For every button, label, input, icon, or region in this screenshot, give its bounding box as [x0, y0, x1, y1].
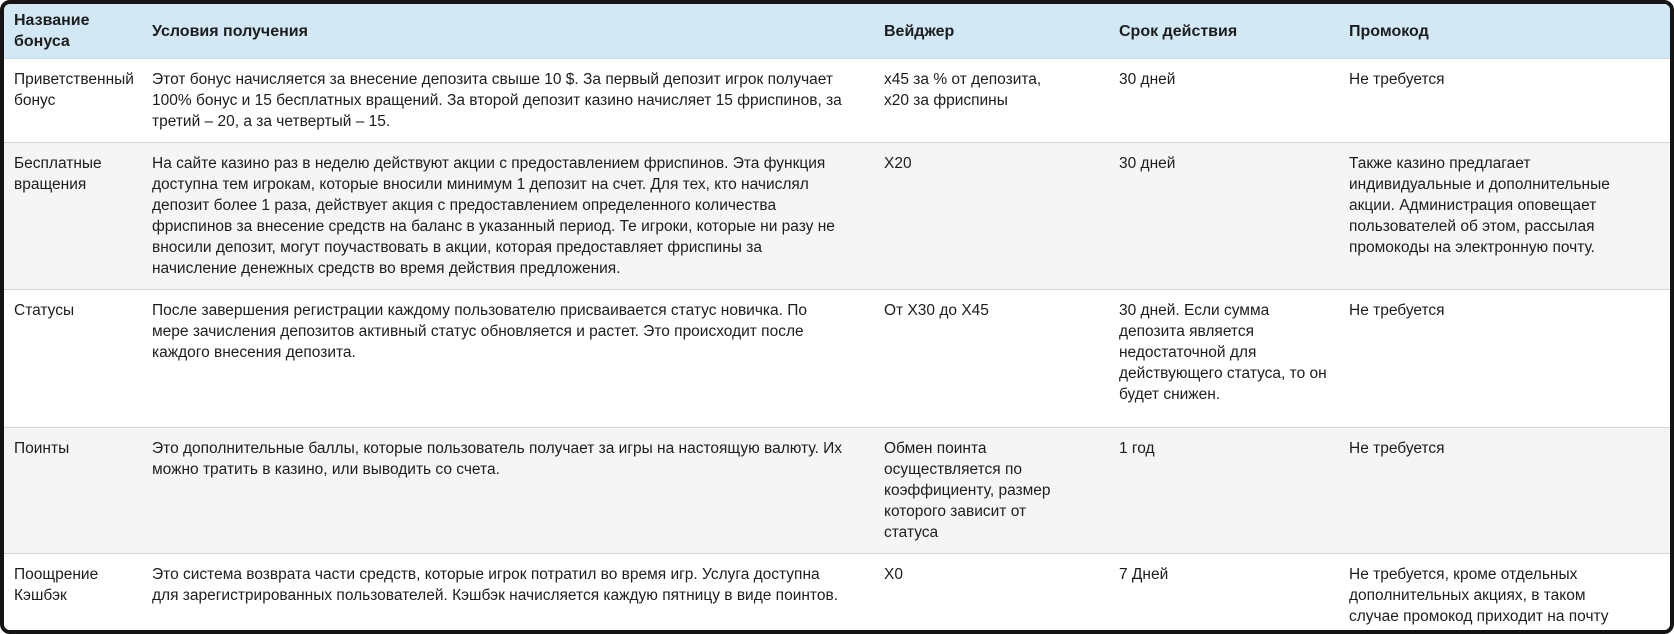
- cell-promocode: [1339, 554, 1670, 634]
- conditions-text: Это дополнительные баллы, которые пользователь получает за игры на настоящую валюту. Их можно тратить в казино, или выводить со счета.: [152, 440, 842, 478]
- table-header-row: [4, 4, 1670, 59]
- cell-promocode: [1339, 143, 1670, 290]
- bonus-name-text: Статусы: [14, 302, 75, 319]
- validity-text: 7 Дней: [1119, 566, 1169, 583]
- column-header-wager: Вейджер: [874, 4, 1109, 59]
- wager-text: От X30 до X45: [884, 302, 989, 319]
- table-row-cashback: [4, 554, 1670, 634]
- table-row-welcome-bonus: [4, 59, 1670, 143]
- wager-text: X0: [884, 566, 903, 583]
- validity-text: 1 год: [1119, 440, 1155, 457]
- table-row-free-spins: [4, 143, 1670, 290]
- cell-wager: [874, 59, 1109, 143]
- bonus-table: [4, 4, 1670, 634]
- cell-validity: [1109, 143, 1339, 290]
- cell-wager: [874, 290, 1109, 428]
- bonus-name-text: Поинты: [14, 440, 70, 457]
- cell-validity: [1109, 554, 1339, 634]
- cell-validity: [1109, 290, 1339, 428]
- table-row-points: [4, 428, 1670, 554]
- wager-text: X20: [884, 155, 912, 172]
- column-header-bonus-name: Название бонуса: [4, 4, 142, 59]
- promocode-text: Также казино предлагает индивидуальные и дополнительные акции. Администрация оповещает пользователей об этом, рассылая промокоды на электронную почту.: [1349, 155, 1610, 256]
- validity-text: 30 дней: [1119, 71, 1176, 88]
- table-row-statuses: [4, 290, 1670, 428]
- column-header-conditions: Условия получения: [142, 4, 874, 59]
- cell-bonus-name: [4, 59, 142, 143]
- promocode-text: Не требуется, кроме отдельных дополнительных акциях, в таком случае промокод приходит на почту: [1349, 566, 1609, 625]
- conditions-text: После завершения регистрации каждому пользователю присваивается статус новичка. По мере зачисления депозитов активный статус обновляется и растет. Это происходит после каждого внесения депозита.: [152, 302, 808, 361]
- cell-conditions: [142, 143, 874, 290]
- cell-conditions: [142, 428, 874, 554]
- cell-validity: [1109, 428, 1339, 554]
- validity-text: 30 дней. Если сумма депозита является недостаточной для действующего статуса, то он будет снижен.: [1119, 302, 1327, 403]
- promocode-text: Не требуется: [1349, 302, 1445, 319]
- conditions-text: Это система возврата части средств, которые игрок потратил во время игр. Услуга доступна для зарегистрированных пользователей. Кэшбэк начисляется каждую пятницу в виде поинтов.: [152, 566, 838, 604]
- cell-promocode: [1339, 428, 1670, 554]
- cell-conditions: [142, 554, 874, 634]
- wager-text: Обмен поинта осуществляется по коэффициенту, размер которого зависит от статуса: [884, 440, 1051, 541]
- cell-wager: [874, 143, 1109, 290]
- cell-promocode: [1339, 290, 1670, 428]
- validity-text: 30 дней: [1119, 155, 1176, 172]
- cell-bonus-name: [4, 554, 142, 634]
- cell-bonus-name: [4, 143, 142, 290]
- cell-validity: [1109, 59, 1339, 143]
- cell-bonus-name: [4, 428, 142, 554]
- wager-text: x45 за % от депозита, x20 за фриспины: [884, 71, 1042, 109]
- bonus-name-text: Бесплатные вращения: [14, 155, 102, 193]
- cell-bonus-name: [4, 290, 142, 428]
- cell-wager: [874, 428, 1109, 554]
- cell-wager: [874, 554, 1109, 634]
- promocode-text: Не требуется: [1349, 71, 1445, 88]
- conditions-text: Этот бонус начисляется за внесение депозита свыше 10 $. За первый депозит игрок получает 100% бонус и 15 бесплатных вращений. За второй депозит казино начисляет 15 фриспинов, за третий – 20, а за четвертый – 15.: [152, 71, 842, 130]
- promocode-text: Не требуется: [1349, 440, 1445, 457]
- column-header-promocode: Промокод: [1339, 4, 1670, 59]
- cell-conditions: [142, 59, 874, 143]
- cell-promocode: [1339, 59, 1670, 143]
- bonus-name-text: Поощрение Кэшбэк: [14, 566, 99, 604]
- bonus-name-text: Приветственный бонус: [14, 71, 134, 109]
- conditions-text: На сайте казино раз в неделю действуют акции с предоставлением фриспинов. Эта функция доступна тем игрокам, которые вносили минимум 1 депозит на счет. Для тех, кто начислял депозит более 1 раза, действует акция с предоставлением определенного количества фриспинов за внесение средств на баланс в указанный период. Те игроки, которые ни разу не вносили депозит, могут поучаствовать в акции, которая предоставляет фриспины за начисление денежных средств во время действия предложения.: [152, 155, 835, 277]
- column-header-validity: Срок действия: [1109, 4, 1339, 59]
- cell-conditions: [142, 290, 874, 428]
